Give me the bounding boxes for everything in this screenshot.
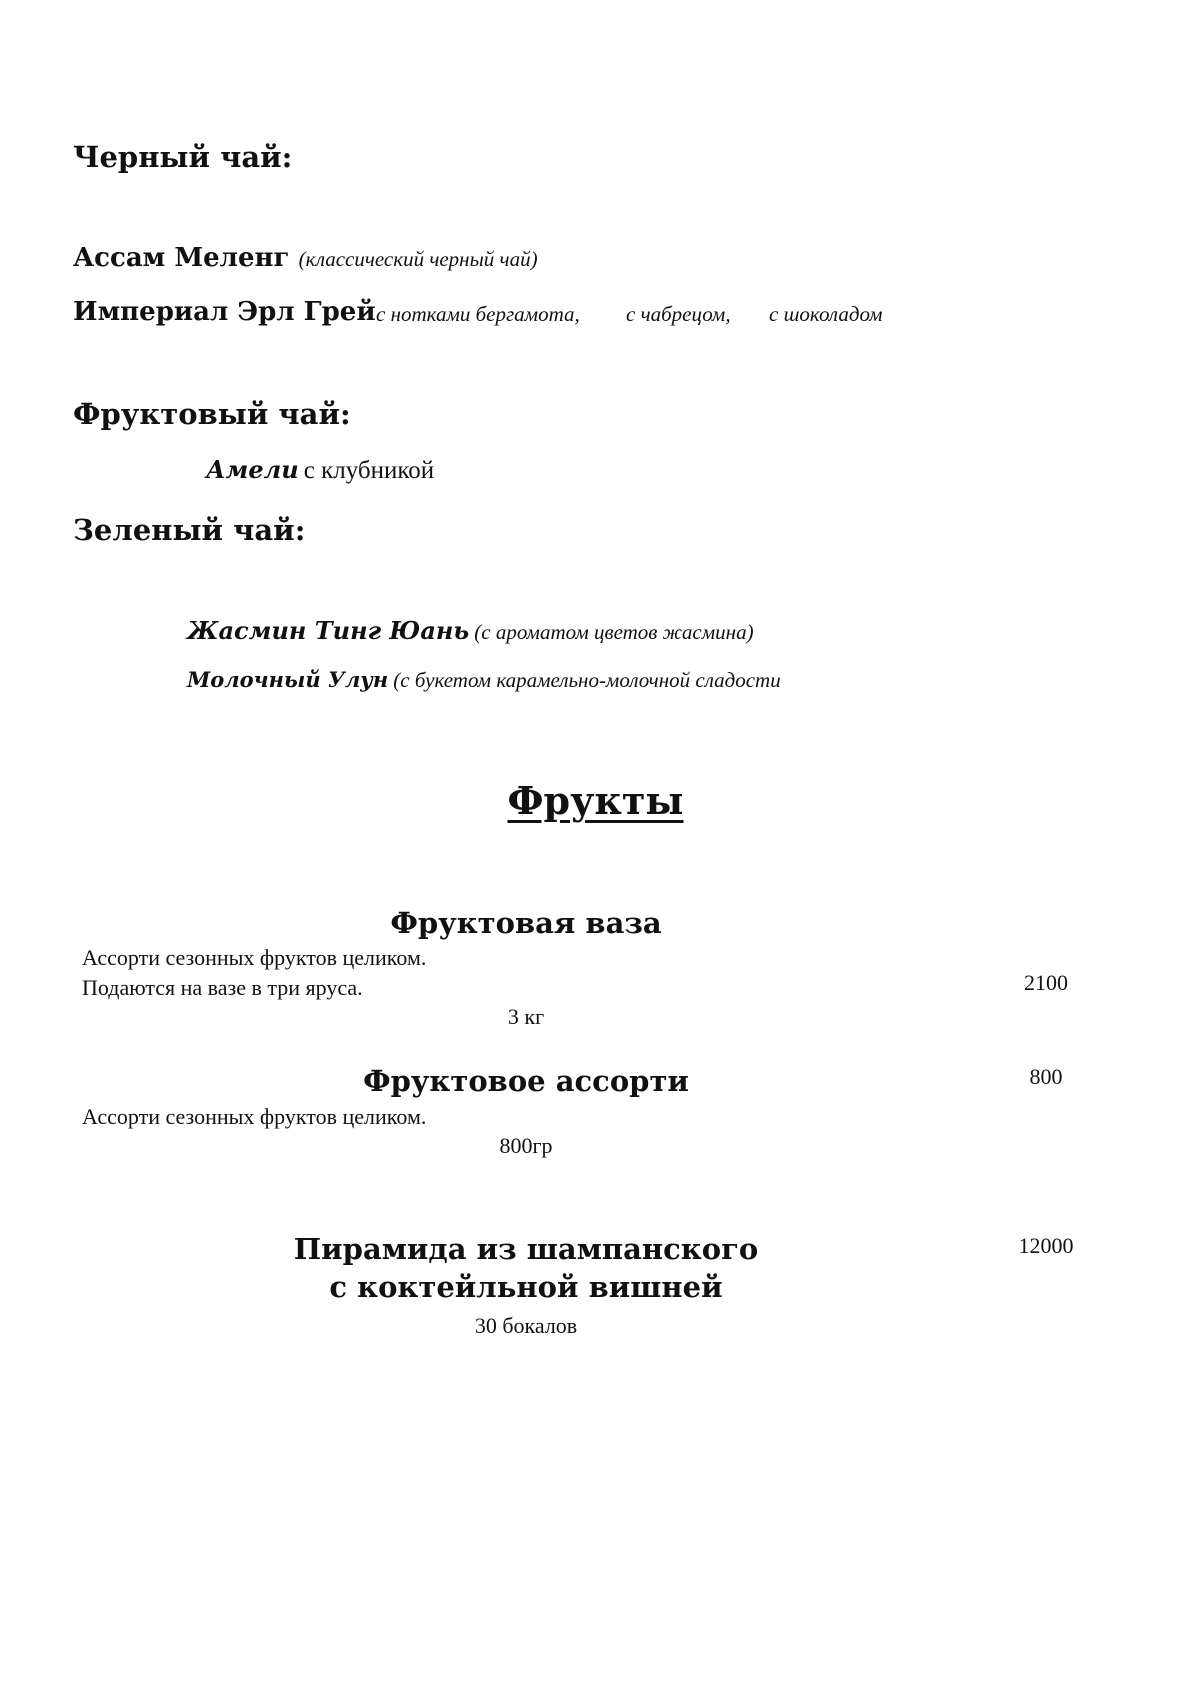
item-note: (с ароматом цветов жасмина) — [474, 620, 754, 644]
item-note: (с букетом карамельно-молочной сладости — [393, 668, 781, 692]
menu-item-jasmine — [187, 616, 754, 645]
fruit-tea-heading: Фруктовый чай: — [73, 397, 351, 431]
item-name: Жасмин Тинг Юань — [187, 616, 470, 645]
fruit-assortment-weight: 800гр — [499, 1133, 553, 1158]
item-name: Амели — [206, 455, 299, 484]
fruit-vase-title: Фруктовая ваза — [390, 906, 662, 940]
black-tea-heading: Черный чай: — [73, 140, 293, 174]
menu-item-ameli — [206, 455, 434, 485]
item-name: Ассам Меленг — [73, 243, 290, 273]
menu-item-assam — [73, 243, 538, 273]
fruit-assortment-description: Ассорти сезонных фруктов целиком. — [82, 1104, 427, 1129]
champagne-pyramid-quantity: 30 бокалов — [474, 1313, 578, 1338]
menu-item-earl-grey — [73, 297, 376, 327]
champagne-pyramid-title-line-2: с коктейльной вишней — [329, 1270, 723, 1304]
fruit-assortment-price: 800 — [1029, 1064, 1063, 1089]
item-note: (классический черный чай) — [298, 247, 538, 271]
menu-item-milk-oolong — [187, 667, 781, 693]
item-note-bergamot: с нотками бергамота, — [376, 302, 580, 326]
champagne-pyramid-price: 12000 — [1018, 1233, 1074, 1258]
green-tea-heading: Зеленый чай: — [73, 513, 306, 547]
champagne-pyramid-title-line-1: Пирамида из шампанского — [293, 1232, 759, 1266]
item-name: Молочный Улун — [187, 667, 389, 692]
item-name: Империал Эрл Грей — [73, 297, 376, 327]
item-note: с клубникой — [303, 457, 435, 484]
page-title: Фрукты — [507, 778, 684, 823]
fruit-vase-weight: 3 кг — [507, 1004, 545, 1029]
fruit-vase-description-2: Подаются на вазе в три яруса. — [82, 975, 363, 1000]
item-note-thyme: с чабрецом, — [626, 302, 731, 326]
item-note-chocolate: с шоколадом — [769, 302, 883, 326]
fruit-vase-description-1: Ассорти сезонных фруктов целиком. — [82, 945, 427, 970]
fruit-assortment-title: Фруктовое ассорти — [363, 1064, 689, 1098]
fruit-vase-price: 2100 — [1024, 970, 1068, 995]
